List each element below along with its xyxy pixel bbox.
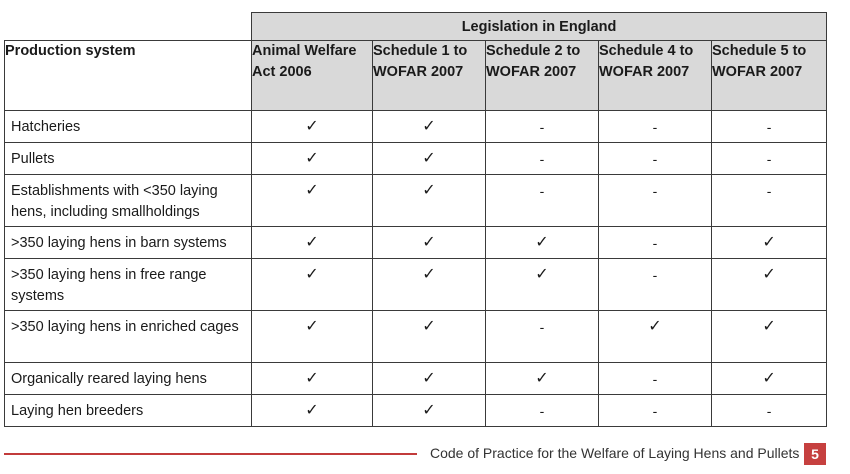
table-cell: ✓ [373,259,486,311]
table-cell: - [599,227,712,259]
table-cell: ✓ [252,259,373,311]
group-header: Legislation in England [252,13,827,41]
table-row [5,363,827,395]
table-cell: ✓ [373,395,486,427]
table-cell: ✓ [373,175,486,227]
column-header-schedule-2: Schedule 2 to WOFAR 2007 [486,41,599,111]
row-label: Pullets [5,143,252,175]
table-cell: - [486,143,599,175]
column-header-animal-welfare-act: Animal Welfare Act 2006 [252,41,373,111]
table-cell: ✓ [599,311,712,363]
footer-rule [4,453,417,455]
table-row [5,111,827,143]
table-cell: ✓ [712,259,827,311]
table-cell: ✓ [252,311,373,363]
table-cell: - [486,175,599,227]
table-cell: ✓ [373,143,486,175]
table-cell: ✓ [252,175,373,227]
footer-title: Code of Practice for the Welfare of Laying Hens and Pullets [430,445,800,461]
table-cell: ✓ [373,363,486,395]
table-cell: ✓ [373,227,486,259]
table-cell: ✓ [486,363,599,395]
table-row [5,311,827,363]
row-label: Establishments with <350 laying hens, including smallholdings [5,175,252,227]
table-cell: - [712,111,827,143]
table-cell: ✓ [252,111,373,143]
table-cell: ✓ [712,363,827,395]
blank-corner [5,13,252,41]
table-cell: - [712,143,827,175]
table-cell: - [599,175,712,227]
table-cell: ✓ [252,143,373,175]
table-cell: - [599,395,712,427]
row-label: Laying hen breeders [5,395,252,427]
table-cell: ✓ [373,111,486,143]
table-cell: - [712,395,827,427]
column-header-schedule-4: Schedule 4 to WOFAR 2007 [599,41,712,111]
table-row [5,143,827,175]
row-label: Hatcheries [5,111,252,143]
row-label: Organically reared laying hens [5,363,252,395]
table-cell: ✓ [252,363,373,395]
table-row [5,395,827,427]
table-cell: - [599,259,712,311]
table-cell: - [599,363,712,395]
table-cell: ✓ [486,259,599,311]
table-cell: ✓ [373,311,486,363]
legislation-table [4,12,827,427]
table-cell: - [599,143,712,175]
column-header-schedule-1: Schedule 1 to WOFAR 2007 [373,41,486,111]
table-row [5,227,827,259]
table-cell: ✓ [252,395,373,427]
page-number: 5 [804,443,826,465]
table-cell: - [599,111,712,143]
table-cell: ✓ [486,227,599,259]
table-cell: - [486,311,599,363]
table-cell: - [486,395,599,427]
table-row [5,259,827,311]
table-cell: ✓ [712,227,827,259]
table-row [5,175,827,227]
row-label: >350 laying hens in free range systems [5,259,252,311]
row-label: >350 laying hens in barn systems [5,227,252,259]
table-cell: ✓ [712,311,827,363]
column-header-production-system: Production system [5,41,252,111]
table-cell: - [486,111,599,143]
table-cell: ✓ [252,227,373,259]
table-cell: - [712,175,827,227]
column-header-schedule-5: Schedule 5 to WOFAR 2007 [712,41,827,111]
row-label: >350 laying hens in enriched cages [5,311,252,363]
